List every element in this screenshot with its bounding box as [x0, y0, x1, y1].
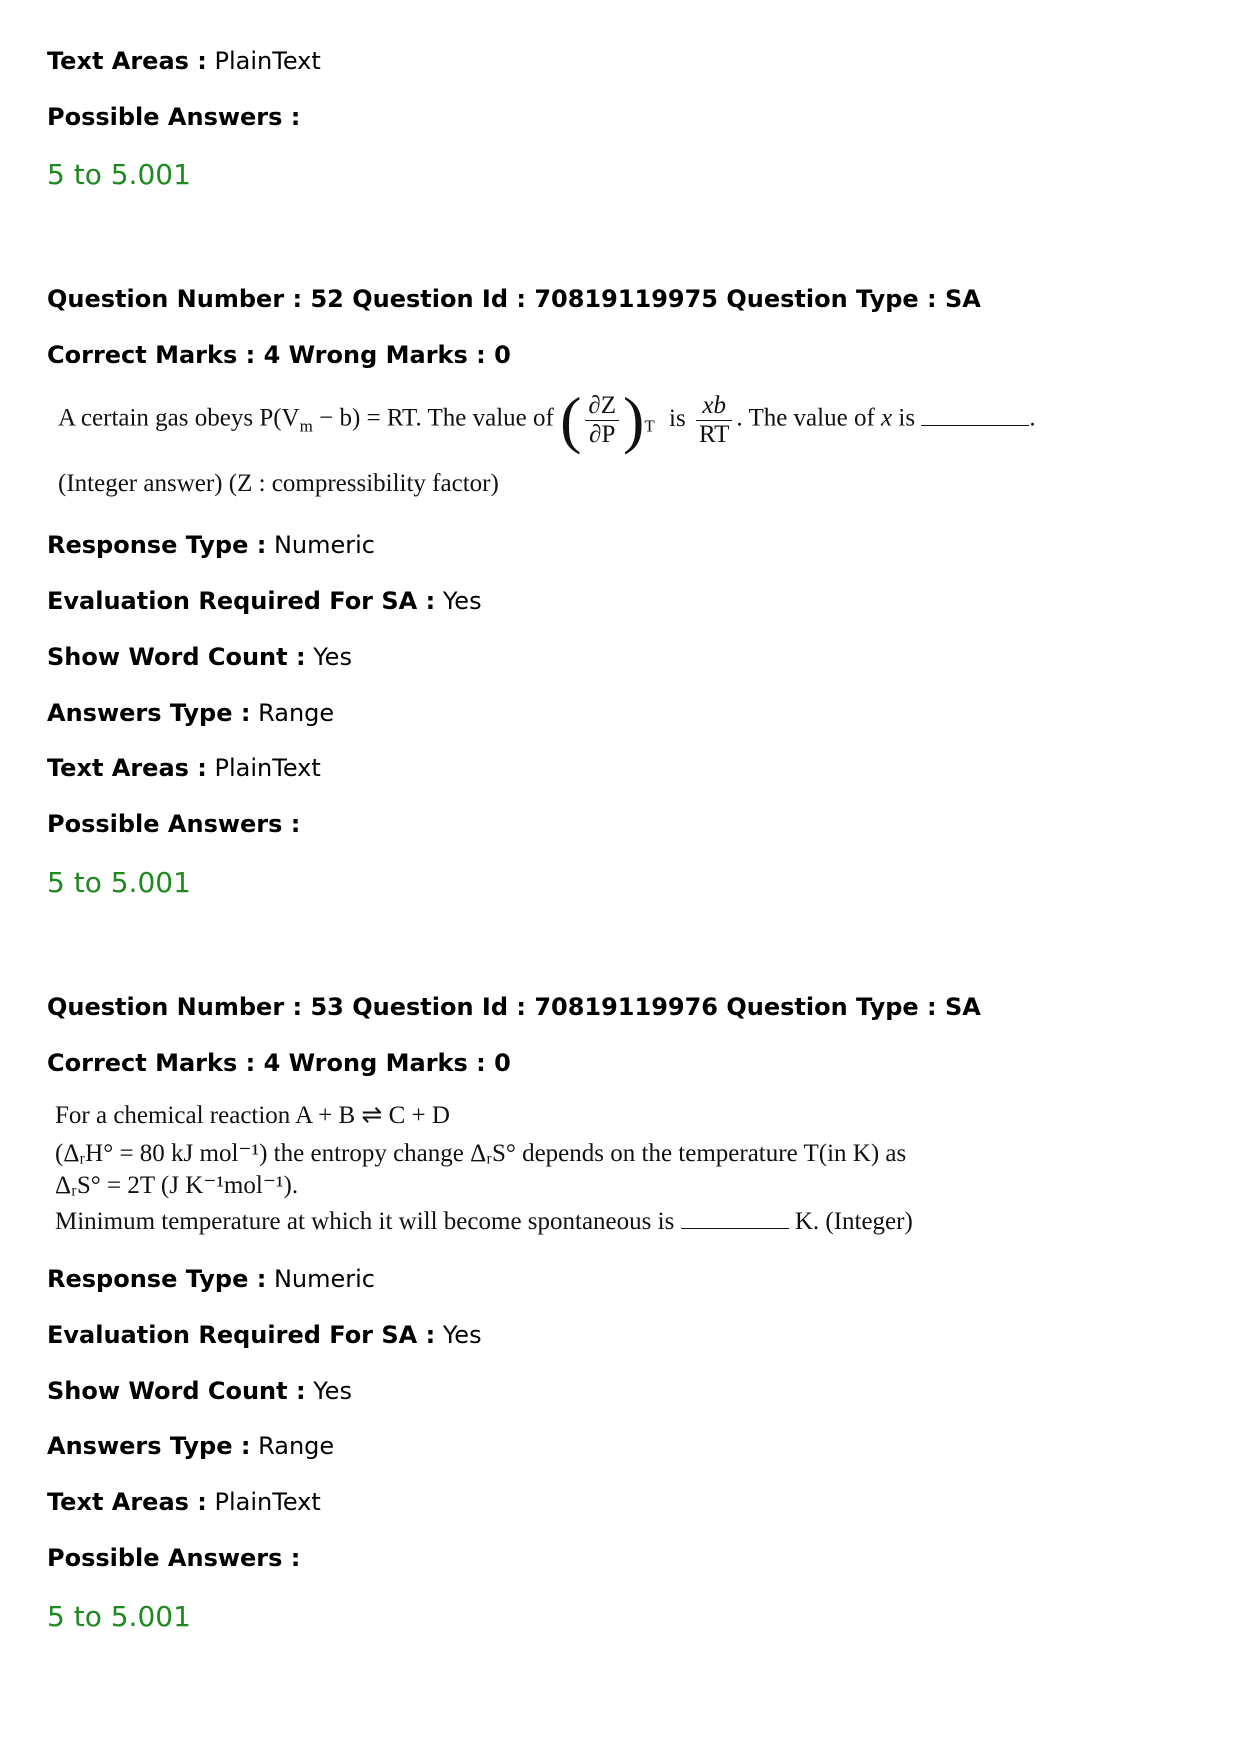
question-stem-line: For a chemical reaction A + B ⇌ C + D [55, 1102, 450, 1129]
response-type-value: Numeric [273, 531, 375, 559]
right-paren: ) [623, 384, 645, 455]
response-type-label: Response Type : [47, 531, 267, 559]
question-marks: Correct Marks : 4 Wrong Marks : 0 [47, 341, 511, 369]
answers-type-row [47, 698, 334, 728]
possible-answer-value: 5 to 5.001 [47, 866, 191, 899]
answer-fraction [696, 392, 732, 449]
show-word-count-label: Show Word Count : [47, 1377, 306, 1405]
stem-text: Minimum temperature at which it will become spontaneous is [55, 1208, 675, 1235]
show-word-count-value: Yes [313, 643, 352, 671]
text-areas-value: PlainText [214, 754, 321, 782]
question-stem-line [55, 1208, 913, 1236]
text-areas-row [47, 46, 321, 76]
text-areas-label: Text Areas : [47, 1488, 207, 1516]
show-word-count-row [47, 1376, 352, 1406]
possible-answers-label: Possible Answers : [47, 1544, 301, 1572]
text-areas-label: Text Areas : [47, 754, 207, 782]
text-areas-label: Text Areas : [47, 47, 207, 75]
question-stem-line: A certain gas obeys $P(V_m - b)$ = RT. The value of ( $\frac{\partial Z}{\partial P}$ )$_T$ is $\frac{xb}{RT}$ . The value of x is . [58, 384, 1036, 455]
evaluation-required-value: Yes [442, 1321, 482, 1349]
response-type-row [47, 1264, 375, 1294]
answers-type-row [47, 1431, 334, 1461]
fraction-denominator: ∂P [589, 420, 616, 448]
response-type-label: Response Type : [47, 1265, 267, 1293]
evaluation-required-label: Evaluation Required For SA : [47, 587, 436, 615]
question-stem-line: (Integer answer) (Z : compressibility factor) [58, 470, 499, 497]
answer-blank [921, 405, 1029, 426]
stem-subscript: m [299, 416, 313, 436]
text-areas-value: PlainText [214, 1488, 321, 1516]
response-type-value: Numeric [273, 1265, 375, 1293]
possible-answers-label: Possible Answers : [47, 810, 301, 838]
stem-variable: x [881, 404, 893, 432]
response-type-row [47, 530, 375, 560]
fraction-numerator: ∂Z [585, 392, 619, 421]
show-word-count-row [47, 642, 352, 672]
possible-answers-label: Possible Answers : [47, 103, 301, 131]
stem-text: − b) = RT. The value of [312, 404, 554, 432]
evaluation-required-row [47, 1320, 482, 1350]
left-paren: ( [560, 384, 582, 455]
text-areas-row [47, 753, 321, 783]
answers-type-value: Range [258, 1432, 335, 1460]
show-word-count-label: Show Word Count : [47, 643, 306, 671]
text-areas-row [47, 1487, 321, 1517]
stem-text: is [892, 404, 916, 432]
evaluation-required-row [47, 586, 482, 616]
evaluation-required-label: Evaluation Required For SA : [47, 1321, 436, 1349]
evaluation-required-value: Yes [442, 587, 482, 615]
possible-answer-value: 5 to 5.001 [47, 158, 191, 191]
answers-type-label: Answers Type : [47, 699, 251, 727]
stem-subscript: T [644, 416, 655, 436]
answer-blank [681, 1208, 789, 1229]
fraction-numerator: xb [696, 392, 732, 421]
stem-text: K. (Integer) [794, 1208, 913, 1235]
possible-answer-value: 5 to 5.001 [47, 1600, 191, 1633]
answers-type-value: Range [258, 699, 335, 727]
stem-text: A certain gas obeys P(V [58, 404, 300, 432]
question-marks: Correct Marks : 4 Wrong Marks : 0 [47, 1049, 511, 1077]
text-areas-value: PlainText [214, 47, 321, 75]
fraction-denominator: RT [698, 420, 730, 448]
partial-derivative-fraction [585, 392, 619, 449]
show-word-count-value: Yes [313, 1377, 352, 1405]
stem-text: is [669, 404, 686, 432]
answers-type-label: Answers Type : [47, 1432, 251, 1460]
question-stem-line: (ΔᵣH° = 80 kJ mol⁻¹) the entropy change ΔᵣS° depends on the temperature T(in K) as [55, 1140, 907, 1167]
question-stem-line: ΔᵣS° = 2T (J K⁻¹mol⁻¹). [55, 1172, 299, 1199]
question-header: Question Number : 53 Question Id : 70819119976 Question Type : SA [47, 993, 981, 1021]
question-header: Question Number : 52 Question Id : 70819119975 Question Type : SA [47, 285, 981, 313]
stem-text: . The value of [736, 404, 882, 432]
